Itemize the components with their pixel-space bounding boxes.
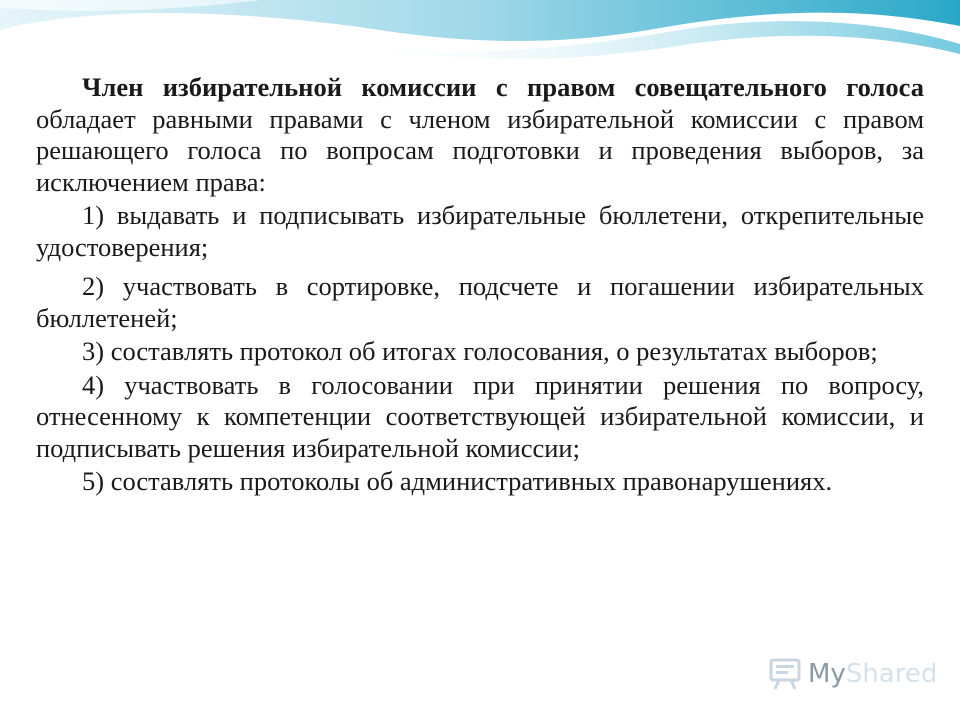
myshared-watermark: [768, 656, 937, 692]
list-item-4: 4) участвовать в голосовании при принятии решения по вопросу, отнесенному к компетенции соответствующей избирательной комиссии, и подписывать решения избирательной комиссии;: [36, 369, 924, 463]
list-item-2: 2) участвовать в сортировке, подсчете и погашении избирательных бюллетеней;: [36, 271, 924, 333]
list-item-1: 1) выдавать и подписывать избирательные бюллетени, открепительные удостоверения;: [36, 200, 924, 262]
watermark-shared: Shared: [845, 659, 938, 689]
slide-text: [36, 72, 924, 498]
presentation-board-icon: [768, 658, 802, 690]
intro-bold-term: Член избирательной комиссии с правом совещательного голоса: [82, 72, 924, 102]
list-item-3: 3) составлять протокол об итогах голосования, о результатах выборов;: [82, 336, 878, 366]
watermark-my: My: [808, 659, 846, 689]
list-item-5: 5) составлять протоколы об административных правонарушениях.: [82, 466, 833, 496]
intro-rest: обладает равными правами с членом избирательной комиссии с правом решающего голоса по вопросам подготовки и проведения выборов, за исключением права:: [36, 103, 924, 197]
intro-paragraph: [36, 72, 924, 198]
